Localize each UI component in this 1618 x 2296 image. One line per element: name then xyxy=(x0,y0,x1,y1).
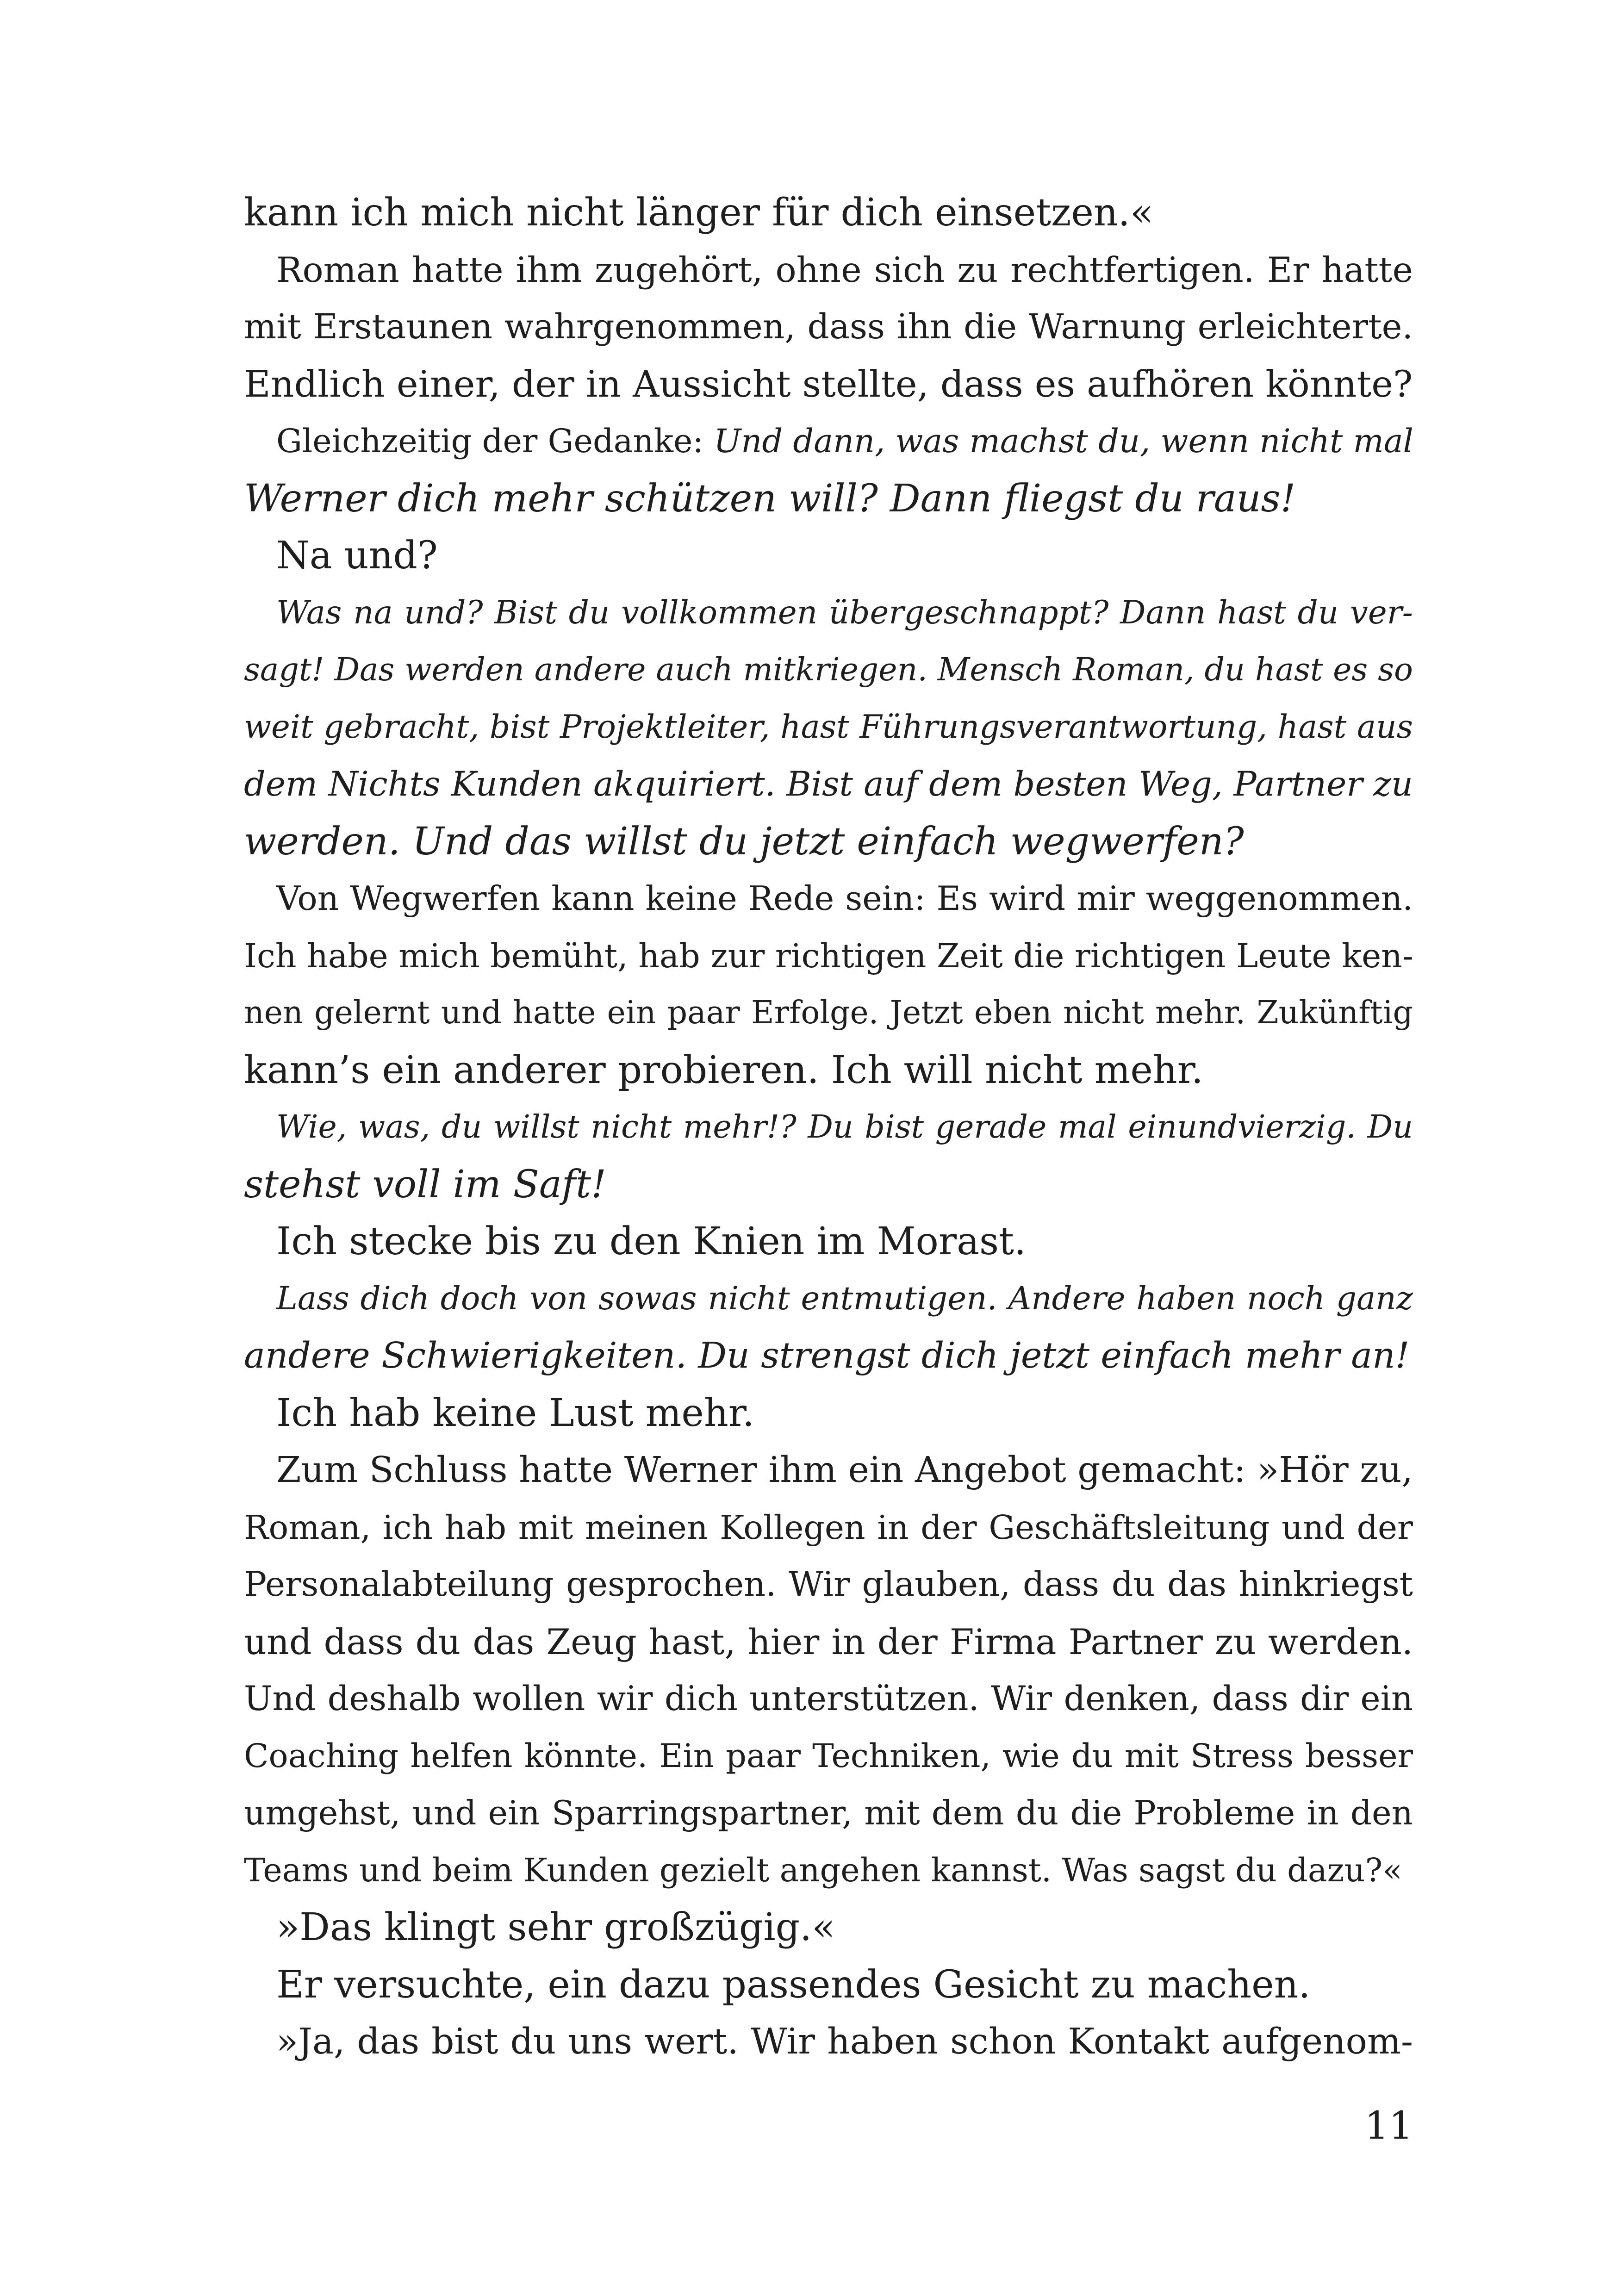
text-line xyxy=(244,756,1413,813)
text-line xyxy=(244,299,1413,356)
text-line xyxy=(244,242,1413,299)
text-line xyxy=(244,1842,1413,1899)
text-line xyxy=(244,699,1413,756)
text-segment: »Das klingt sehr großzügig.« xyxy=(276,1905,835,1949)
text-segment: und dass du das Zeug hast, hier in der Firma Partner zu werden. xyxy=(244,1621,1413,1662)
italic-text-segment: stehst voll im Saft! xyxy=(244,1162,607,1207)
text-line xyxy=(244,1213,1413,1270)
text-line xyxy=(244,1042,1413,1099)
text-line xyxy=(244,1270,1413,1328)
text-segment: Gleichzeitig der Gedanke: xyxy=(276,422,714,460)
text-line xyxy=(244,1099,1413,1156)
italic-text-segment: Was na und? Bist du vollkommen übergeschnappt? Dann hast du ver- xyxy=(276,594,1413,631)
italic-text-segment: andere Schwierigkeiten. Du strengst dich jetzt einfach mehr an! xyxy=(244,1335,1410,1376)
italic-text-segment: weit gebracht, bist Projektleiter, hast Führungsverantwortung, hast aus xyxy=(244,708,1413,746)
text-line xyxy=(244,1899,1413,1956)
text-segment: Er versuchte, ein dazu passendes Gesicht zu machen. xyxy=(276,1962,1311,2007)
italic-text-segment: werden. Und das willst du jetzt einfach wegwerfen? xyxy=(244,819,1244,864)
text-line xyxy=(244,2013,1413,2071)
text-line xyxy=(244,1156,1413,1213)
italic-text-segment: Lass dich doch von sowas nicht entmutigen. Andere haben noch ganz xyxy=(276,1280,1413,1317)
text-line xyxy=(244,1670,1413,1728)
italic-text-segment: Wie, was, du willst nicht mehr!? Du bist gerade mal einundvierzig. Du xyxy=(276,1109,1413,1145)
text-line xyxy=(244,527,1413,585)
text-line xyxy=(244,813,1413,871)
text-line xyxy=(244,927,1413,985)
text-line xyxy=(244,1613,1413,1671)
text-segment: Ich stecke bis zu den Knien im Morast. xyxy=(276,1220,1027,1263)
text-segment: Na und? xyxy=(276,534,438,578)
text-segment: Zum Schluss hatte Werner ihm ein Angebot gemacht: »Hör zu, xyxy=(276,1450,1413,1491)
text-segment: kann ich mich nicht länger für dich einsetzen.« xyxy=(244,191,1153,235)
text-line xyxy=(244,1956,1413,2014)
text-line xyxy=(244,356,1413,413)
text-line xyxy=(244,1556,1413,1613)
text-line xyxy=(244,870,1413,927)
text-segment: Von Wegwerfen kann keine Rede sein: Es wird mir weggenommen. xyxy=(276,879,1413,918)
text-segment: umgehst, und ein Sparringspartner, mit dem du die Probleme in den xyxy=(244,1793,1413,1832)
text-segment: kann’s ein anderer probieren. Ich will nicht mehr. xyxy=(244,1048,1203,1092)
italic-text-segment: sagt! Das werden andere auch mitkriegen. Mensch Roman, du hast es so xyxy=(244,652,1413,688)
text-segment: Und deshalb wollen wir dich unterstützen. Wir denken, dass dir ein xyxy=(244,1679,1413,1718)
text-segment: Roman, ich hab mit meinen Kollegen in der Geschäftsleitung und der xyxy=(244,1508,1413,1547)
text-segment: Teams und beim Kunden gezielt angehen kannst. Was sagst du dazu?« xyxy=(244,1851,1402,1889)
text-line xyxy=(244,470,1413,528)
italic-text-segment: Und dann, was machst du, wenn nicht mal xyxy=(714,422,1413,460)
text-line xyxy=(244,1499,1413,1556)
text-segment: mit Erstaunen wahrgenommen, dass ihn die Warnung erleichterte. xyxy=(244,307,1413,347)
text-line xyxy=(244,184,1413,242)
text-segment: Ich hab keine Lust mehr. xyxy=(276,1391,755,1435)
text-line xyxy=(244,1442,1413,1499)
text-line xyxy=(244,1385,1413,1442)
body-text xyxy=(244,184,1413,2071)
text-segment: Endlich einer, der in Aussicht stellte, dass es aufhören könnte? xyxy=(244,362,1413,405)
text-segment: Ich habe mich bemüht, hab zur richtigen Zeit die richtigen Leute ken- xyxy=(244,936,1413,975)
text-line xyxy=(244,1327,1413,1385)
italic-text-segment: dem Nichts Kunden akquiriert. Bist auf dem besten Weg, Partner zu xyxy=(244,765,1413,804)
text-line xyxy=(244,1728,1413,1785)
italic-text-segment: Werner dich mehr schützen will? Dann fliegst du raus! xyxy=(244,476,1296,521)
text-segment: Coaching helfen könnte. Ein paar Techniken, wie du mit Stress besser xyxy=(244,1736,1413,1775)
text-segment: Personalabteilung gesprochen. Wir glauben, dass du das hinkriegst xyxy=(244,1565,1413,1604)
text-line xyxy=(244,413,1413,470)
page-number: 11 xyxy=(1364,2104,1413,2148)
text-line xyxy=(244,641,1413,699)
text-line xyxy=(244,984,1413,1042)
text-line xyxy=(244,1785,1413,1842)
text-line xyxy=(244,585,1413,642)
text-segment: »Ja, das bist du uns wert. Wir haben schon Kontakt aufgenom- xyxy=(276,2021,1413,2062)
text-segment: nen gelernt und hatte ein paar Erfolge. Jetzt eben nicht mehr. Zukünftig xyxy=(244,995,1413,1031)
text-segment: Roman hatte ihm zugehört, ohne sich zu rechtfertigen. Er hatte xyxy=(276,249,1413,290)
